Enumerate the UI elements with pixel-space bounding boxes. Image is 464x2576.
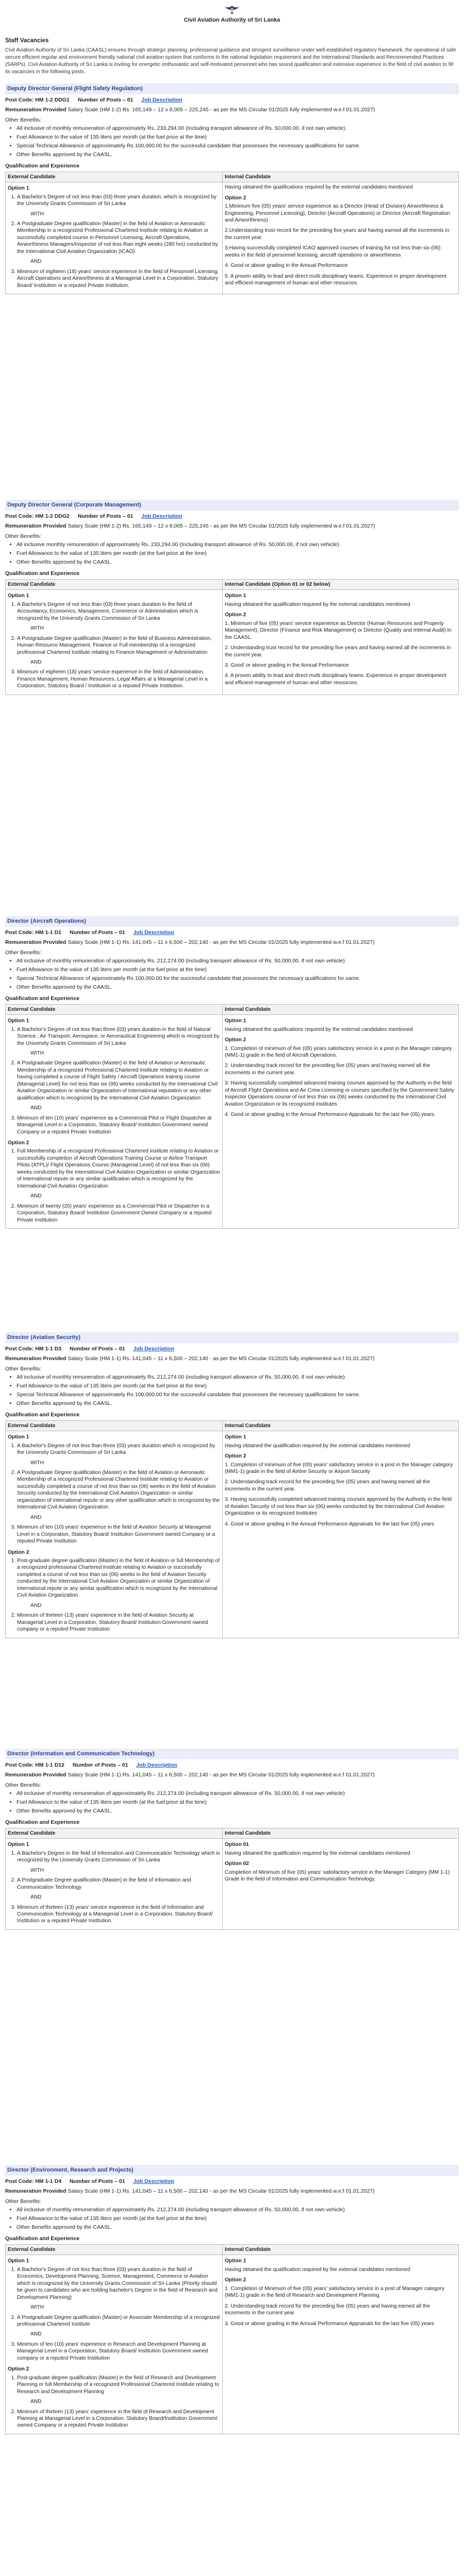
remuneration xyxy=(5,939,459,946)
option-label: Option 1 xyxy=(8,1842,29,1848)
conjunction: WITH xyxy=(30,1867,44,1873)
conjunction: WITH xyxy=(30,1050,44,1057)
benefits-list xyxy=(5,958,459,991)
remuneration-label: Remuneration Provided xyxy=(5,522,67,529)
remuneration-label: Remuneration Provided xyxy=(5,1771,67,1778)
criteria-list xyxy=(8,2375,220,2429)
option-label: Option 2 xyxy=(225,195,246,201)
internal-criterion: 2. Understanding track record for the preceding five (05) years and having earned all the increments in the current year. xyxy=(225,1063,430,1076)
number-of-posts-value: 01 xyxy=(119,2178,125,2184)
criterion-item: 2. Minimum of twenty (20) years' experience as a Commercial Pilot or Dispatcher in a Corporation, Statutory Board/ Institution Government Owned Company or a reputed Private Institution xyxy=(17,1203,220,1224)
internal-criterion: 2. Understanding track record for the preceding five (05) years and having earned all the increments in the current year. xyxy=(225,1479,430,1492)
number-of-posts-value: 01 xyxy=(127,513,134,519)
number-of-posts-value: 01 xyxy=(119,929,125,936)
option-label: Option 1 xyxy=(225,2258,246,2264)
benefit-item: • Fuel Allowance to the value of 135 liters per month (at the fuel price at the time) xyxy=(16,2215,459,2223)
criterion-item: 1. A Bachelor's Degree of not less than three (03) years duration in the field of Economics, Development Planning, Science, Management, Commerce or Aviation which is recognized by the University Grants Commission of Sri Lanka (Priority should be given to candidates who are holding bachelor's Degree in the field of Research and Development Planning) xyxy=(17,2266,220,2301)
benefits-heading: Other Benefits: xyxy=(5,2198,42,2205)
number-of-posts-label: Number of Posts xyxy=(72,1761,116,1768)
number-of-posts-label: Number of Posts xyxy=(70,1345,113,1352)
criteria-list xyxy=(8,1148,220,1224)
criterion-item: 1. A Bachelor's Degree of not less than three (03) years duration in the field of Natural Science , Air Transport, Aerospace, or Aeronautical Engineering which is recognized by the University Grants Commission of Sri Lanka xyxy=(17,1026,220,1047)
benefit-item: • Special Technical Allowance of approximately Rs 100,000.00 for the successful candidate that possesses the necessary qualifications for same. xyxy=(16,143,459,150)
table-header-row xyxy=(6,2244,459,2255)
benefit-item: • All inclusive of monthly remuneration of approximately Rs. 212,274.00 (including transport allowance of Rs. 50,000.00, if not own vehicle) xyxy=(16,1790,459,1798)
internal-criterion: 2. Understanding trust record for the preceding five years and having earned all the increments in the current year. xyxy=(225,645,451,658)
external-candidate-cell xyxy=(6,1431,223,1638)
option-label: Option 1 xyxy=(8,185,29,192)
criterion-item: 2. A Postgraduate Degree qualification (Master) in the field of Information and Communication Technology xyxy=(17,1877,220,1891)
benefits-list xyxy=(5,1790,459,1815)
internal-criterion: Having obtained the qualification required by the external candidates mentioned xyxy=(225,1443,410,1449)
post-code-value: HM 1-1 D3 xyxy=(35,1345,62,1352)
qualification-table xyxy=(5,172,459,294)
benefit-item: • Other Benefits approved by the CAASL. xyxy=(16,2224,459,2231)
benefit-item: • All inclusive of monthly remuneration of approximately Rs. 212,274.00 (including transport allowance of Rs. 50,000.00, if not own vehicle) xyxy=(16,958,459,965)
conjunction: AND xyxy=(30,259,42,265)
intro-paragraph: Civil Aviation Authority of Sri Lanka (CAASL) ensures through strategic planning, professional guidance and stringent surveillance under well established regulatory framework, the operational of safe secure efficient regular and environment friendly national civil aviation system that conforms to the national legislation requirement and the International Standards and Recommended Practices (SARPs). Civil Aviation Authority of Sri Lanka is inviting for energetic enthusiastic and self-motivated personnel who has sound qualification and extensive experience in the field of civil aviation to fill its vacancies in the following posts. xyxy=(5,47,456,75)
benefit-item: • Fuel Allowance to the value of 135 liters per month (at the fuel price at the time) xyxy=(16,1799,459,1806)
option-label: Option 1 xyxy=(8,1434,29,1440)
option-label: Option 2 xyxy=(225,1037,246,1043)
salary-scale: Salary Scale (HM 1-2) Rs. 165,149 – 12 x 8,005 – 225,245 - as per the MS Circular 01/2025 fully implemented w.e.f 01.01.2027) xyxy=(68,522,375,529)
option-label: Option 02 xyxy=(225,1861,249,1867)
internal-criterion: 3. Good' or above grading in the Annual Performance xyxy=(225,662,349,668)
qualifications-heading: Qualification and Experience xyxy=(5,995,80,1002)
benefits-heading: Other Benefits: xyxy=(5,533,42,539)
qualifications-heading: Qualification and Experience xyxy=(5,162,80,169)
conjunction: AND xyxy=(30,1514,42,1520)
criterion-item: 3. Minimum of eighteen (18) years' service experience in the field of Administration, Finance Management, Human Resources, Legal Affairs at a Managerial Level in a Corporation, Statutory Board / Institution or a reputed Private Institution. xyxy=(17,669,220,689)
job-description-link[interactable]: Job Description xyxy=(141,513,183,519)
page-title: Staff Vacancies xyxy=(5,38,49,44)
criterion-item: 1. Post-graduate degree qualification (Master) in the field of Research and Development Planning or full Membership of a recognized Professional Chartered Institute relating to Research and Development Planning xyxy=(17,2375,220,2395)
internal-criterion: 3. Having successfully completed advanced training courses approved by the Authority in the field of Aircraft Flight Operations and Air Crew Licensing or courses specified by the Government Safety Inspector Operations course of not less than six (06) weeks conducted by the International Civil Aviation Organization or its recognized Institutes xyxy=(225,1080,455,1107)
option-label: Option 1 xyxy=(225,593,246,599)
option-label: Option 1 xyxy=(225,1434,246,1440)
vacancy-title: Deputy Director General (Corporate Management) xyxy=(5,500,459,511)
salary-scale: Salary Scale (HM 1-1) Rs. 141,045 – 11 x 6,500 – 202,140 - as per the MS Circular 01/2025 fully implemented w.e.f 01.01.2027) xyxy=(68,2188,375,2194)
post-code-label: Post Code xyxy=(5,96,32,103)
benefit-item: • All inclusive of monthly remuneration of approximately Rs. 212,274.00 (including transport allowance of Rs. 50,000.00, if not own vehicle) xyxy=(16,1374,459,1381)
vacancy-meta: Post Code: HM 1-1 D3 Number of Posts – 01 Job Description xyxy=(5,1345,174,1352)
option-label: Option 2 xyxy=(8,1549,29,1555)
benefits-list xyxy=(5,1374,459,1407)
conjunction: AND xyxy=(30,2399,42,2405)
vacancy-title: Director (Aviation Security) xyxy=(5,1332,459,1343)
qualification-table xyxy=(5,1828,459,1930)
option-label: Option 1 xyxy=(8,2258,29,2264)
criterion-item: 2. A Postgraduate Degree qualification (Master) in the field of Aviation or Aeronautic Membership of a recognized Professional Chartered Institute relating to Aviation or successfully completed a course of not less than six (06) weeks in the field of Aviation Security conducted by the International Civil Aviation Organization or similar organization of international repute or any other qualification which is recognized by the International Civil Aviation Organization xyxy=(17,1469,220,1511)
external-candidate-header: External Candidate xyxy=(6,1828,223,1838)
number-of-posts-label: Number of Posts xyxy=(77,96,121,103)
post-code-value: HM 1-1 D1 xyxy=(35,929,62,936)
conjunction: AND xyxy=(30,2331,42,2337)
criterion-item: 1. A Bachelor's Degree of not less than (03) three years duration, which is recognized by the University Grants Commission of Sri Lanka xyxy=(17,194,220,208)
external-candidate-cell xyxy=(6,1015,223,1229)
criteria-list xyxy=(8,1443,220,1545)
table-row xyxy=(6,1431,459,1638)
post-code-label: Post Code xyxy=(5,513,32,519)
external-candidate-header: External Candidate xyxy=(6,1420,223,1431)
caasl-emblem-icon xyxy=(224,4,240,15)
internal-criterion: Having obtained the qualification required by the external candidates mentioned xyxy=(225,1850,410,1856)
vacancy-section xyxy=(5,913,459,1329)
remuneration-label: Remuneration Provided xyxy=(5,106,67,113)
table-row xyxy=(6,590,459,694)
conjunction: AND xyxy=(30,1602,42,1608)
external-candidate-header: External Candidate xyxy=(6,1004,223,1014)
internal-candidate-cell xyxy=(223,1431,459,1638)
internal-criterion: 1.Minimum five (05) years' service experience as a Director (Head of Division) Airworthiness & Engineering, Personnel Licensing), Director (Aircraft Operations) or Director (Aircraft Registration and Airworthiness) xyxy=(225,204,451,224)
benefit-item: • Other Benefits approved by the CAASL. xyxy=(16,984,459,991)
table-header-row xyxy=(6,172,459,182)
option-label: Option 2 xyxy=(225,2277,246,2283)
benefit-item: • Special Technical Allowance of approximately Rs 100,000.00 for the successful candidate that possesses the necessary qualifications for same. xyxy=(16,975,459,982)
internal-candidate-header: Internal Candidate xyxy=(223,1004,459,1014)
criterion-item: 1. A Bachelor's Degree of not less than three (03) years duration which is recognized by the University Grants Commission of Sri Lanka xyxy=(17,1443,220,1456)
criterion-item: 1. A Bachelor's Degree in the field of Information and Communication Technology which is recognized by the University Grants Commission of Sri Lanka xyxy=(17,1850,220,1864)
salary-scale: Salary Scale (HM 1-2) Rs. 165,149 – 12 x 8,005 – 225,245 - as per the MS Circular 01/2025 fully implemented w.e.f 01.01.2027) xyxy=(68,106,375,113)
conjunction: AND xyxy=(30,1894,42,1901)
criterion-item: 3. Minimum of eighteen (18) years' service experience in the field of Personnel Licensing, Aircraft Operations and Airworthiness at a Managerial Level in a Corporation, Statutory Board/ Institution or a reputed Private Institution. xyxy=(17,268,220,289)
criterion-item: 2. A Postgraduate Degree qualification (Master) in the field of Aviation or Aeronautic Membership in a recognized Professional Chartered Institute relating to Aviation or successfully completed course in Personnel Licensing, Aircraft Operations, Airworthiness Managers/Inspector of not less than eight weeks (280 hrs) conducted by the International Civil Aviation Organization (ICAO) xyxy=(17,221,220,255)
criterion-item: 3. Minimum of thirteen (13) years' service experience in the field of Information and Communication Technology at a Managerial Level in a Corporation, Statutory Board/ Institution or a reputed Private Institution. xyxy=(17,1904,220,1925)
vacancy-section xyxy=(5,2162,459,2576)
post-code-label: Post Code xyxy=(5,2178,32,2184)
benefit-item: • Other Benefits approved by the CAASL. xyxy=(16,1400,459,1408)
remuneration xyxy=(5,1355,459,1363)
table-header-row xyxy=(6,1828,459,1838)
external-candidate-header: External Candidate xyxy=(6,2244,223,2255)
number-of-posts-label: Number of Posts xyxy=(70,929,113,936)
number-of-posts-value: 01 xyxy=(127,96,134,103)
vacancy-meta: Post Code: HM 1-1 D4 Number of Posts – 01 Job Description xyxy=(5,2178,174,2184)
conjunction: AND xyxy=(30,1105,42,1111)
external-candidate-cell xyxy=(6,2255,223,2434)
internal-criterion: 1. Completion of minimum of five (05) years' satisfactory service in a post in the Manager category (MM1-1) grade in the field of Airline Security or Airport Security xyxy=(225,1462,453,1475)
internal-candidate-cell xyxy=(223,182,459,294)
option-label: Option 01 xyxy=(225,1842,249,1848)
qualifications-heading: Qualification and Experience xyxy=(5,570,80,577)
criterion-item: 2. Minimum of thirteen (13) years' experience in the field of Research and Development Planning at Managerial Level in a Corporation, Statutory Board/Institution Government owned Company or a reputed Private Institution xyxy=(17,2409,220,2429)
internal-candidate-header: Internal Candidate xyxy=(223,1420,459,1431)
job-description-link[interactable]: Job Description xyxy=(133,1345,174,1352)
benefit-item: • Fuel Allowance to the value of 135 liters per month (at the fuel price at the time) xyxy=(16,1383,459,1390)
internal-criterion: 3.Having successfully completed ICAO approved courses of training for not less than six (06) weeks in the field of personnel licensing, aircraft operations or airworthiness xyxy=(225,245,441,258)
criterion-item: 3. Minimum of ten (10) years' experience in Research and Development Planning at Managerial Level in a Corporation, Statutory Board/ Institution Government owned company or a reputed Private Institution xyxy=(17,2341,220,2362)
organization-name: Civil Aviation Authority of Sri Lanka xyxy=(184,17,280,23)
benefit-item: • Special Technical Allowance of approximately Rs 100,000.00 for the successful candidate that possesses the necessary qualifications for same. xyxy=(16,1392,459,1399)
benefits-heading: Other Benefits: xyxy=(5,1782,42,1788)
table-header-row xyxy=(6,1004,459,1014)
post-code-label: Post Code xyxy=(5,929,32,936)
vacancy-section xyxy=(5,497,459,913)
internal-candidate-cell xyxy=(223,590,459,694)
internal-criterion: 4. Good or above grading in the Annual Performance xyxy=(225,263,348,269)
number-of-posts-label: Number of Posts xyxy=(70,2178,113,2184)
job-description-link[interactable]: Job Description xyxy=(136,1761,177,1768)
option-label: Option 2 xyxy=(8,2366,29,2372)
vacancy-section xyxy=(5,1329,459,1745)
internal-criterion: Having obtained the qualifications required by the external candidates mentioned xyxy=(225,184,413,191)
job-description-link[interactable]: Job Description xyxy=(141,96,183,103)
internal-candidate-cell xyxy=(223,1015,459,1229)
external-candidate-header: External Candidate xyxy=(6,579,223,589)
vacancy-section xyxy=(5,80,459,497)
vacancy-title: Director (Environment, Research and Projects) xyxy=(5,2165,459,2176)
criteria-list xyxy=(8,2266,220,2362)
criterion-item: 1. A Bachelor's Degree of not less than (03) three years duration in the field of Accountancy, Economics, Management, Commerce or Administration which is recognized by the University Grants Commission of Sri Lanka xyxy=(17,601,220,622)
table-row xyxy=(6,1839,459,1930)
criterion-item: 3. Minimum of ten (10) years' experience in the field of Aviation Security at Managerial Level in a Corporation, Statutory Board/ Institution Government owned Company or a reputed Private Institution xyxy=(17,1524,220,1545)
external-candidate-cell xyxy=(6,182,223,294)
number-of-posts-value: 01 xyxy=(122,1761,128,1768)
remuneration xyxy=(5,1772,459,1779)
internal-criterion: Having obtained the qualification required by the external candidates mentioned xyxy=(225,2266,410,2273)
criteria-list xyxy=(8,194,220,289)
internal-criterion: 5. A proven ability to lead and direct multi disciplinary teams. Experience in proper development and efficient management of human and other resources. xyxy=(225,273,446,286)
internal-candidate-cell xyxy=(223,1839,459,1930)
qualifications-heading: Qualification and Experience xyxy=(5,2235,80,2242)
vacancy-title: Director (Aircraft Operations) xyxy=(5,916,459,927)
qualification-table xyxy=(5,1004,459,1229)
internal-criterion: 4. A proven ability to lead and direct multi disciplinary teams. Experience in proper development and efficient management of human and other resources. xyxy=(225,673,446,686)
qualification-table xyxy=(5,2244,459,2434)
criteria-list xyxy=(8,1850,220,1925)
remuneration xyxy=(5,107,459,114)
benefits-list xyxy=(5,2207,459,2231)
benefit-item: • Other Benefits approved by the CAASL. xyxy=(16,1808,459,1815)
external-candidate-cell xyxy=(6,1839,223,1930)
conjunction: WITH xyxy=(30,2304,44,2311)
post-code-value: HM 1-1 D12 xyxy=(35,1761,64,1768)
vacancy-title: Deputy Director General (Flight Safety Regulation) xyxy=(5,83,459,94)
internal-criterion: 4. Good or above grading in the Annual Performance Appraisals for the last five (05) years xyxy=(225,1521,435,1527)
criteria-list xyxy=(8,1026,220,1136)
internal-criterion: 2. Understanding track record for the preceding five (05) years and having earned all the increments in the current year xyxy=(225,2303,430,2316)
benefit-item: • Other Benefits approved by the CAASL. xyxy=(16,559,459,566)
benefit-item: • All inclusive of monthly remuneration of approximately Rs. 233,294.00 (Including transport allowance of Rs. 50,000.00, if not own vehicle). xyxy=(16,125,459,132)
vacancy-meta: Post Code: HM 1-2 DDG2 Number of Posts – 01 Job Description xyxy=(5,513,183,519)
criterion-item: 2. Minimum of thirteen (13) years' experience in the field of Aviation Security at Managerial Level in a Corporation, Statutory Board/ Institution Government owned company or a reputed Private Institution xyxy=(17,1612,220,1633)
benefit-item: • Fuel Allowance to the value of 135 liters per month (at the fuel price at the time) xyxy=(16,134,459,141)
salary-scale: Salary Scale (HM 1-1) Rs. 141,045 – 11 x 6,500 – 202,140 - as per the MS Circular 01/2025 fully implemented w.e.f 01.01.2027) xyxy=(68,1355,375,1362)
benefits-list xyxy=(5,541,459,566)
criteria-list xyxy=(8,601,220,690)
internal-candidate-header: Internal Candidate xyxy=(223,2244,459,2255)
internal-criterion: Completion of Minimum of five (05) years' satisfactory service in the Manager Category (MM 1-1) Grade in the field of Information and Communication Technology. xyxy=(225,1869,450,1883)
remuneration xyxy=(5,523,459,530)
external-candidate-cell xyxy=(6,590,223,694)
table-row xyxy=(6,182,459,294)
post-code-value: HM 1-2 DDG2 xyxy=(35,513,70,519)
criterion-item: 2. A Postgraduate Degree qualification (Master) in the field of Business Administration, Human Resource Management, Finance or Full membership of a recognized professional Chartered Institute relating to Finance Management or Administration xyxy=(17,635,220,656)
salary-scale: Salary Scale (HM 1-1) Rs. 141,045 – 11 x 6,500 – 202,140 - as per the MS Circular 01/2025 fully implemented w.e.f 01.01.2027) xyxy=(68,939,375,945)
option-label: Option 1 xyxy=(8,593,29,599)
qualification-table xyxy=(5,1420,459,1638)
vacancy-meta: Post Code: HM 1-1 D12 Number of Posts – 01 Job Description xyxy=(5,1761,177,1768)
job-description-link[interactable]: Job Description xyxy=(133,929,174,936)
number-of-posts-label: Number of Posts xyxy=(77,513,121,519)
post-code-label: Post Code xyxy=(5,1761,32,1768)
option-label: Option 2 xyxy=(225,612,246,618)
benefit-item: • All inclusive monthly remuneration of approximately Rs. 233,294.00 (Including transport allowance of Rs. 50,000.00, if not own vehicle). xyxy=(16,541,459,549)
internal-criterion: 4. Good or above grading in the Annual Performance Appraisals for the last five (05) years. xyxy=(225,1112,436,1118)
internal-criterion: Having obtained the qualification required by the external candidates mentioned xyxy=(225,601,410,607)
vacancy-list xyxy=(0,80,464,2576)
remuneration xyxy=(5,2188,459,2195)
qualifications-heading: Qualification and Experience xyxy=(5,1411,80,1418)
criteria-list xyxy=(8,1557,220,1633)
post-code-value: HM 1-2 DDG1 xyxy=(35,96,70,103)
internal-criterion: 3. Good or above grading in the Annual Performance Appraisals for the last five (05) years xyxy=(225,2320,435,2327)
remuneration-label: Remuneration Provided xyxy=(5,939,67,945)
table-row xyxy=(6,2255,459,2434)
option-label: Option 2 xyxy=(8,1140,29,1146)
post-code-label: Post Code xyxy=(5,1345,32,1352)
qualification-table xyxy=(5,579,459,695)
benefit-item: • Fuel Allowance to the value of 135 liters per month (at the fuel price at the time) xyxy=(16,967,459,974)
remuneration-label: Remuneration Provided xyxy=(5,2188,67,2194)
benefit-item: • Fuel Allowance to the value of 135 liters per month (at the fuel price at the time) xyxy=(16,550,459,557)
conjunction: WITH xyxy=(30,211,44,217)
option-label: Option 1 xyxy=(8,1018,29,1024)
internal-candidate-header: Internal Candidate xyxy=(223,172,459,182)
criterion-item: 2. A Postgraduate Degree qualification (Master) in the field of Aviation or Aeronautic Membership of a recognized Professional Chartered Institute relating to Aviation or having completed a course of Flight Safety / Aircraft Operations training course (Managerial Level) for not less than six (06) weeks conducted by the International Civil Aviation Organization or similar Organization of International reputation or any other qualification which is recognized by the International Civil Aviation Organization xyxy=(17,1060,220,1101)
internal-candidate-cell xyxy=(223,2255,459,2434)
conjunction: AND xyxy=(30,1193,42,1199)
job-description-link[interactable]: Job Description xyxy=(133,2178,174,2184)
conjunction: WITH xyxy=(30,1460,44,1466)
benefits-heading: Other Benefits: xyxy=(5,1365,42,1372)
internal-criterion: 2.Understanding trust record for the preceding five years and having earned all the increments in the current year xyxy=(225,228,450,241)
option-label: Option 1 xyxy=(225,1018,246,1024)
benefits-heading: Other Benefits: xyxy=(5,116,42,123)
vacancy-section xyxy=(5,1745,459,2162)
benefit-item: • Other Benefits approved by the CAASL. xyxy=(16,151,459,159)
criterion-item: 1. Post-graduate degree qualification (Master) in the field of Aviation or full Membership of a recognized professional Chartered Institute relating to Aviation or successfully completed a course of not less than six (06) weeks in the field of Aviation Security conducted by the International Civil Aviation Organization or similar Organization of international repute or any similar qualification which is recognized by the International Civil Aviation Organization xyxy=(17,1557,220,1599)
benefits-list xyxy=(5,125,459,158)
internal-criterion: 1. Completion of Minimum of five (05) years' satisfactory service in a post of Manager category (MM1-1) grade in the field of Research and Development Planning xyxy=(225,2285,445,2299)
table-header-row xyxy=(6,579,459,589)
post-code-value: HM 1-1 D4 xyxy=(35,2178,62,2184)
internal-criterion: 3. Having successfully completed advanced training courses approved by the Authority in the field of Aviation Security of not less than six (06) weeks conducted by the International Civil Aviation Organization or its recognized Institutes xyxy=(225,1497,452,1517)
internal-criterion: 1. Minimum of five (05) years' service experience as Director (Human Resources and Property Management), Director (Finance and Risk Management) or Director (Quality and Internal Audit) in the CAASL. xyxy=(225,620,452,640)
option-label: Option 2 xyxy=(225,1453,246,1460)
vacancy-meta: Post Code: HM 1-2 DDG1 Number of Posts – 01 Job Description xyxy=(5,96,183,103)
qualifications-heading: Qualification and Experience xyxy=(5,1819,80,1826)
page-header xyxy=(0,0,464,25)
number-of-posts-value: 01 xyxy=(119,1345,125,1352)
criterion-item: 3. Minimum of ten (10) years' experience as a Commercial Pilot or Flight Dispatcher at Managerial Level in a Corporation, Statutory Board/ Institution Government owned Company or a reputed Private Institution xyxy=(17,1115,220,1136)
external-candidate-header: External Candidate xyxy=(6,172,223,182)
conjunction: WITH xyxy=(30,625,44,632)
criterion-item: 2. A Postgraduate Degree qualification (Master) or Associate Membership of a recognized professional Chartered Institute xyxy=(17,2314,220,2328)
vacancy-title: Director (Information and Communication Technology) xyxy=(5,1749,459,1759)
table-row xyxy=(6,1015,459,1229)
internal-criterion: 1. Completion of minimum of five (05) years satisfactory service in a post in the Manager category (MM1-1) grade in the field of Aircraft Operations. xyxy=(225,1045,452,1059)
benefit-item: • All inclusive of monthly remuneration of approximately Rs. 212,274.00 (including transport allowance of Rs. 50,000.00, if not own vehicle) xyxy=(16,2207,459,2214)
internal-candidate-header: Internal Candidate (Option 01 or 02 below) xyxy=(223,579,459,589)
internal-criterion: Having obtained the qualifications required by the external candidates mentioned xyxy=(225,1026,413,1032)
conjunction: AND xyxy=(30,659,42,665)
salary-scale: Salary Scale (HM 1-1) Rs. 141,045 – 11 x 6,500 – 202,140 - as per the MS Circular 01/2025 fully implemented w.e.f 01.01.2027) xyxy=(68,1771,375,1778)
remuneration-label: Remuneration Provided xyxy=(5,1355,67,1362)
internal-candidate-header: Internal Candidate xyxy=(223,1828,459,1838)
benefits-heading: Other Benefits: xyxy=(5,949,42,956)
criterion-item: 1. Full Membership of a recognized Professional Chartered Institute relating to Aviation or successfully completion of Aircraft Operations Training Course or Airline Transport Pilots (ATPL)/ Flight Operations Course (Managerial Level) of not less than six (06) weeks conducted by the International Civil Aviation Organization or similar Organization of International repute or any similar qualification which is recognized by the International Civil Aviation Organization xyxy=(17,1148,220,1190)
table-header-row xyxy=(6,1420,459,1431)
vacancy-meta: Post Code: HM 1-1 D1 Number of Posts – 01 Job Description xyxy=(5,929,174,936)
